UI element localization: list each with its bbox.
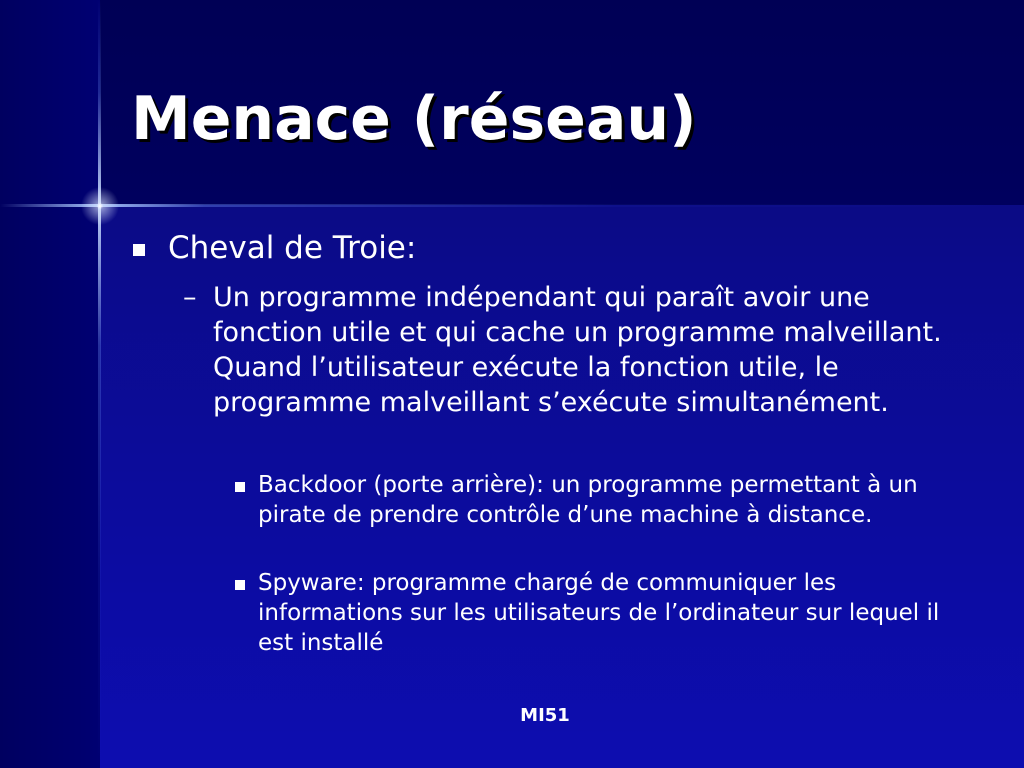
dash-bullet-icon: –: [183, 282, 197, 313]
bullet-1-text: Cheval de Troie:: [168, 230, 417, 266]
square-bullet-icon: [235, 580, 245, 590]
square-bullet-icon: [133, 244, 145, 256]
sub-sub-bullet-spyware: Spyware: programme chargé de communiquer les informations sur les utilisateurs de l’ordinateur sur lequel il est installé: [258, 570, 940, 656]
square-bullet-icon: [235, 482, 245, 492]
left-band: [0, 0, 100, 768]
horizontal-glow-line: [0, 204, 1024, 207]
sub-sub-bullet-backdoor: Backdoor (porte arrière): un programme permettant à un pirate de prendre contrôle d’une machine à distance.: [258, 472, 918, 528]
sub-bullet-1-text: Un programme indépendant qui paraît avoir une fonction utile et qui cache un programme malveillant. Quand l’utilisateur exécute la fonction utile, le programme malveillant s’exécute simultanément.: [213, 282, 942, 418]
slide-title: Menace (réseau): [131, 84, 697, 154]
sparkle-icon: [70, 176, 130, 236]
slide-footer: MI51: [520, 705, 570, 726]
vertical-glow-line: [98, 0, 101, 768]
